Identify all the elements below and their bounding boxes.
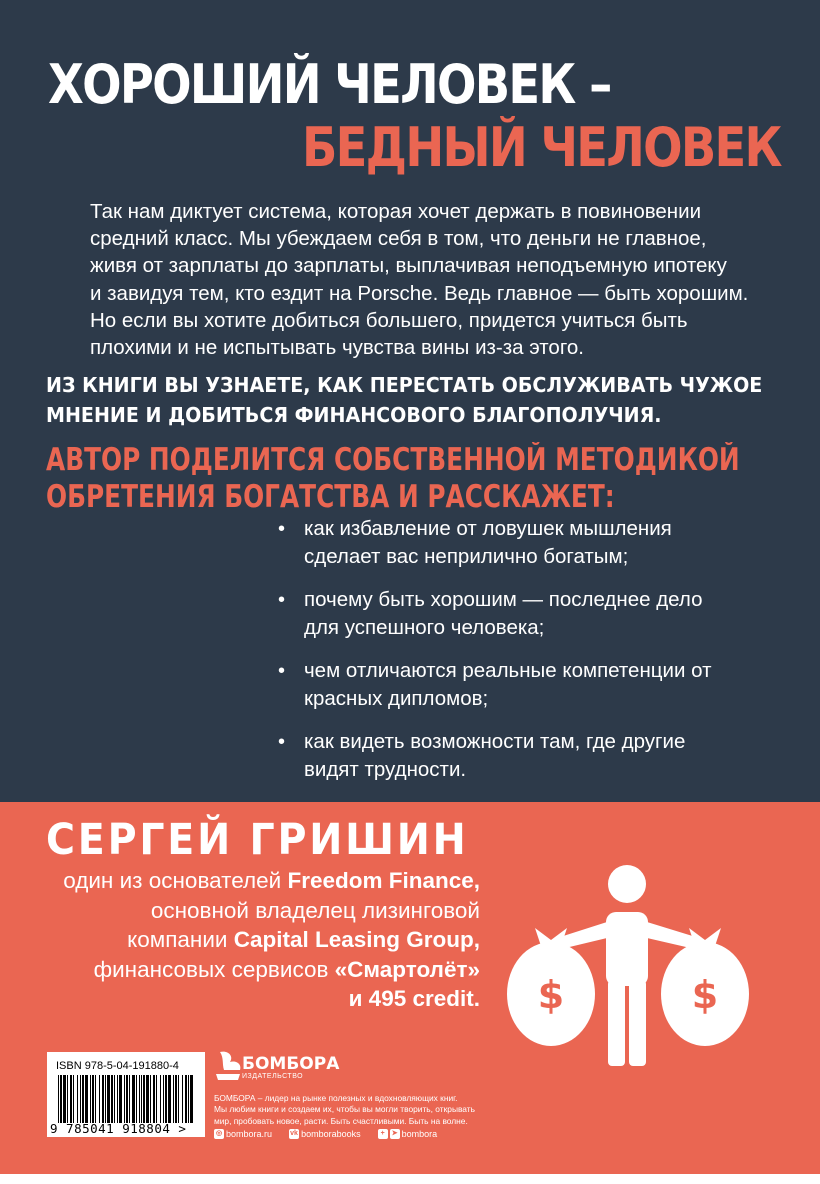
bullet-marker: • [278, 731, 286, 753]
barcode-bar [102, 1075, 104, 1123]
barcode-bar [136, 1075, 137, 1123]
bio-text: компании [127, 927, 234, 953]
barcode-bar [85, 1075, 88, 1123]
telegram-icon: ➤ [390, 1129, 400, 1139]
barcode-bar [77, 1075, 78, 1123]
author-bio [0, 866, 480, 1014]
barcode-bar [80, 1075, 81, 1123]
figure-right-leg [629, 980, 646, 1066]
author-promise-line: ОБРЕТЕНИЯ БОГАТСТВА И РАССКАЖЕТ: [46, 479, 615, 515]
intro-line: Так нам диктует система, которая хочет держать в повиновении [90, 200, 702, 223]
bio-text: основной владелец лизинговой [150, 897, 480, 923]
barcode-bar [82, 1075, 84, 1123]
barcode-bar [60, 1075, 62, 1123]
barcode-bar [175, 1075, 177, 1123]
vk-icon: vk [290, 1129, 298, 1137]
publisher-about [214, 1093, 514, 1127]
bio-company: «Смартолёт» [334, 956, 480, 982]
learn-heading [46, 370, 763, 430]
barcode-bar [132, 1075, 135, 1123]
figure-left-leg [608, 980, 625, 1066]
list-item [278, 586, 778, 642]
bullet-line: видят трудности. [304, 758, 467, 781]
bio-company: и 495 credit. [348, 986, 480, 1012]
publisher-about-line: БОМБОРА – лидер на рынке полезных и вдохновляющих книг. [214, 1093, 458, 1103]
social-link[interactable]: bombora [401, 1128, 438, 1139]
barcode-bar [156, 1075, 157, 1123]
dollar-sign: $ [691, 973, 719, 1017]
barcode-digits: 9 785041 918804 > [50, 1121, 187, 1136]
man-with-money-bags-icon [495, 862, 760, 1072]
barcode-bar [168, 1075, 171, 1123]
barcode-bar [111, 1075, 113, 1123]
publisher-logo [214, 1046, 340, 1086]
plus-icon: + [378, 1129, 388, 1139]
bullet-line: как избавление от ловушек мышления [304, 517, 672, 540]
barcode-bar [182, 1075, 183, 1123]
barcode-bar [124, 1075, 125, 1123]
barcode-bar [126, 1075, 128, 1123]
barcode-bar [160, 1075, 161, 1123]
intro-line: и завидуя тем, кто ездит на Porsche. Ведь главное — быть хорошим. [90, 281, 749, 305]
figure-head [608, 865, 646, 903]
barcode-bar [70, 1075, 72, 1123]
bullet-marker: • [278, 660, 286, 682]
bottom-margin [0, 1174, 820, 1184]
intro-line: Но если вы хотите добиться большего, придется учиться быть [90, 308, 688, 332]
bullet-marker: • [278, 589, 286, 611]
bio-text: финансовых сервисов [93, 956, 335, 982]
author-name: СЕРГЕЙ ГРИШИН [46, 815, 469, 865]
author-promise-heading [46, 442, 740, 516]
barcode-bar [185, 1075, 187, 1123]
barcode-bar [107, 1075, 110, 1123]
barcode-bar [188, 1075, 189, 1123]
barcode-bar [163, 1075, 164, 1123]
barcode-bar [139, 1075, 140, 1123]
barcode-bar [129, 1075, 130, 1123]
barcode-bar [119, 1075, 122, 1123]
barcode-bar [150, 1075, 151, 1123]
headline-line-2: БЕДНЫЙ ЧЕЛОВЕК [302, 116, 781, 179]
bio-company: Freedom Finance, [287, 868, 480, 893]
barcode-bar [141, 1075, 142, 1123]
barcode [56, 1075, 196, 1123]
barcode-bar [95, 1075, 96, 1123]
barcode-bar [99, 1075, 100, 1123]
intro-line: плохими и не испытывать чувства вины из-за этого. [90, 336, 584, 360]
author-promise-line: АВТОР ПОДЕЛИТСЯ СОБСТВЕННОЙ МЕТОДИКОЙ [46, 442, 740, 478]
barcode-bar [63, 1075, 66, 1123]
bullet-marker: • [278, 518, 286, 540]
bio-text: один из основателей [63, 868, 288, 893]
barcode-bar [67, 1075, 68, 1123]
publisher-sub: ИЗДАТЕЛЬСТВО [242, 1073, 304, 1080]
intro-line: живя от зарплаты до зарплаты, выплачивая неподъемную ипотеку [90, 254, 727, 278]
bullet-line: для успешного человека; [304, 616, 545, 639]
publisher-about-line: мир, пробовать новое, расти. Быть счастливыми. Быть на волне. [214, 1115, 468, 1126]
barcode-bar [90, 1075, 91, 1123]
bullet-line: сделает вас неприлично богатым; [304, 545, 629, 568]
list-item [278, 515, 778, 571]
barcode-bar [173, 1075, 174, 1123]
bio-company: Capital Leasing Group, [233, 927, 480, 953]
dollar-sign: $ [537, 973, 565, 1017]
publisher-about-line: Мы любим книги и создаем их, чтобы вы могли творить, открывать [214, 1104, 475, 1115]
barcode-bar [165, 1075, 167, 1123]
social-link[interactable]: bomborabooks [301, 1128, 361, 1139]
publisher-name: БОМБОРА [242, 1054, 340, 1074]
bullet-line: красных дипломов; [304, 687, 489, 710]
isbn-label: ISBN 978-5-04-191880-4 [56, 1060, 179, 1072]
barcode-bar [178, 1075, 179, 1123]
bullet-line: как видеть возможности там, где другие [304, 730, 686, 753]
barcode-bar [117, 1075, 118, 1123]
barcode-bar [92, 1075, 94, 1123]
barcode-bar [114, 1075, 115, 1123]
bullet-line: почему быть хорошим — последнее дело [304, 588, 703, 611]
bullet-line: чем отличаются реальные компетенции от [304, 659, 712, 682]
intro-paragraph [90, 198, 780, 361]
intro-line: средний класс. Мы убеждаем себя в том, что деньги не главное, [90, 227, 707, 251]
bullet-list [278, 515, 778, 799]
list-item [278, 657, 778, 713]
learn-line: ИЗ КНИГИ ВЫ УЗНАЕТЕ, КАК ПЕРЕСТАТЬ ОБСЛУЖИВАТЬ ЧУЖОЕ [46, 373, 763, 397]
barcode-bar [153, 1075, 155, 1123]
social-link[interactable]: bombora.ru [226, 1128, 273, 1139]
learn-line: МНЕНИЕ И ДОБИТЬСЯ ФИНАНСОВОГО БЛАГОПОЛУЧИЯ. [46, 403, 662, 427]
barcode-bar [105, 1075, 106, 1123]
barcode-bar [146, 1075, 149, 1123]
barcode-bar [73, 1075, 74, 1123]
headline-line-1: ХОРОШИЙ ЧЕЛОВЕК – [48, 53, 611, 116]
social-links [214, 1128, 437, 1142]
barcode-bar [58, 1075, 59, 1123]
barcode-bar [190, 1075, 193, 1123]
instagram-icon: ◎ [215, 1129, 223, 1137]
list-item [278, 728, 778, 784]
isbn-barcode-box [47, 1052, 205, 1137]
barcode-bar [143, 1075, 145, 1123]
figure-torso [606, 912, 648, 986]
